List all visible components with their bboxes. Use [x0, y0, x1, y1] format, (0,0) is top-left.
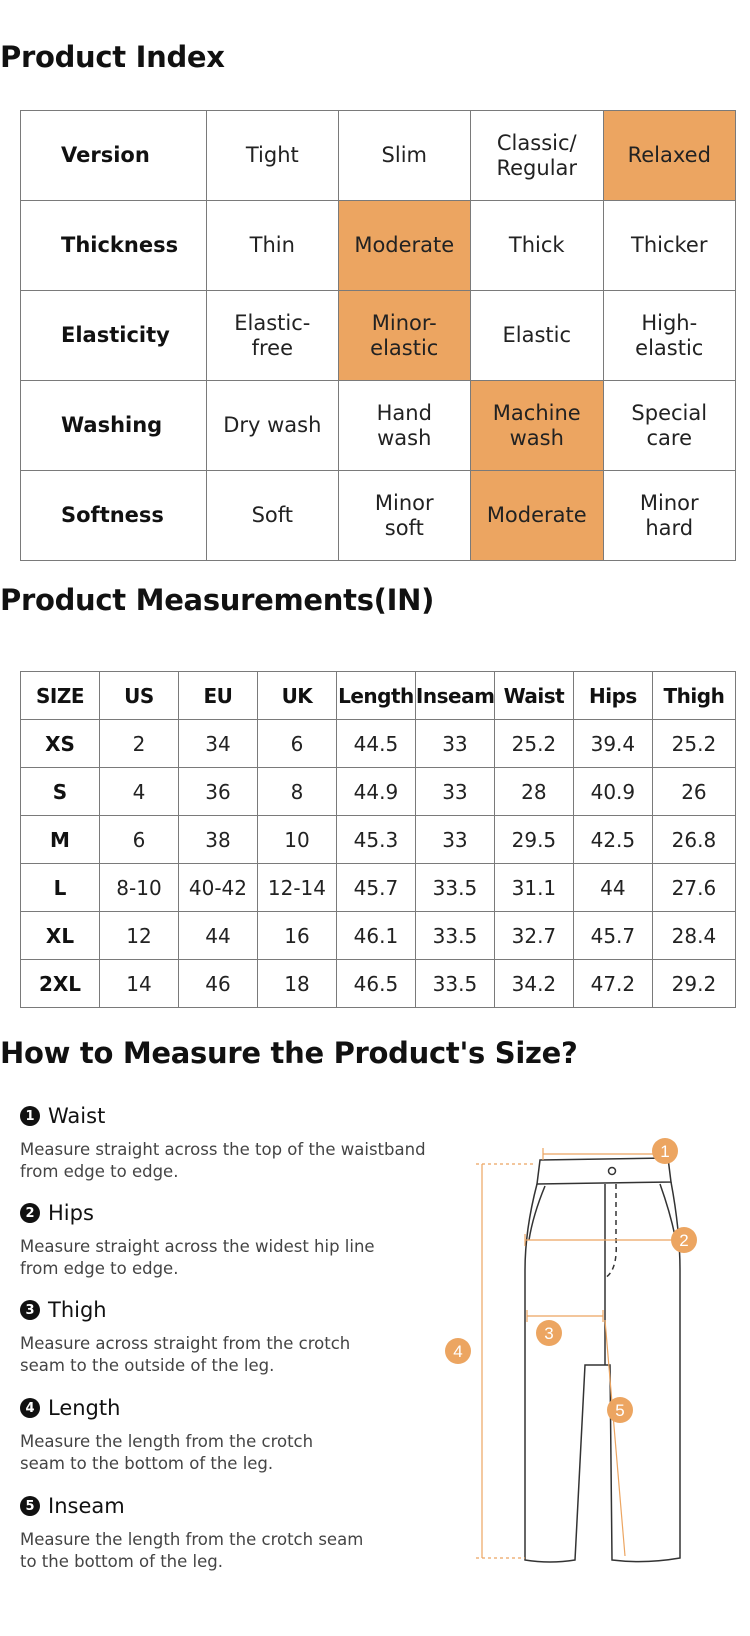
size-label-cell: XL — [21, 912, 100, 960]
table-row — [21, 720, 736, 768]
size-table-header-row — [21, 672, 736, 720]
step-description: Measure the length from the crotch seam to the bottom of the leg. — [20, 1432, 314, 1473]
size-value-cell: 33 — [415, 720, 494, 768]
waistband-shape — [537, 1158, 671, 1184]
step-name: Length — [48, 1396, 121, 1420]
size-value-cell: 14 — [99, 960, 178, 1008]
size-chart-table — [20, 671, 736, 1008]
step-number-badge: 2 — [20, 1203, 40, 1223]
index-row-washing — [21, 381, 736, 471]
size-label-cell: 2XL — [21, 960, 100, 1008]
step-waist — [20, 1103, 450, 1183]
marker-4-label: 4 — [453, 1342, 463, 1361]
size-value-cell: 36 — [178, 768, 257, 816]
step-number-badge: 5 — [20, 1496, 40, 1516]
pants-outline — [525, 1158, 680, 1562]
index-option: Hand wash — [338, 381, 470, 471]
step-description: Measure across straight from the crotch seam to the outside of the leg. — [20, 1334, 351, 1375]
step-number-badge: 3 — [20, 1300, 40, 1320]
step-number-badge: 1 — [20, 1106, 40, 1126]
size-value-cell: 26 — [652, 768, 735, 816]
product-index-title: Product Index — [0, 40, 225, 74]
size-value-cell: 40-42 — [178, 864, 257, 912]
size-value-cell: 31.1 — [494, 864, 573, 912]
step-name: Waist — [48, 1104, 106, 1128]
size-value-cell: 34 — [178, 720, 257, 768]
marker-1-label: 1 — [660, 1142, 670, 1161]
index-option: Classic/ Regular — [471, 111, 603, 201]
step-name: Inseam — [48, 1494, 125, 1518]
index-option-selected: Minor- elastic — [338, 291, 470, 381]
size-value-cell: 25.2 — [494, 720, 573, 768]
fly-stitching — [605, 1184, 616, 1278]
index-option-selected: Relaxed — [603, 111, 736, 201]
size-value-cell: 16 — [257, 912, 336, 960]
index-option: Minor soft — [338, 471, 470, 561]
index-option: Thin — [207, 201, 338, 291]
size-value-cell: 25.2 — [652, 720, 735, 768]
step-name: Hips — [48, 1201, 94, 1225]
size-value-cell: 34.2 — [494, 960, 573, 1008]
marker-3-label: 3 — [544, 1324, 554, 1343]
size-label-cell: L — [21, 864, 100, 912]
size-value-cell: 44.5 — [336, 720, 415, 768]
measurement-markers — [445, 1138, 697, 1423]
size-value-cell: 28 — [494, 768, 573, 816]
size-value-cell: 29.2 — [652, 960, 735, 1008]
step-description: Measure straight across the widest hip line from edge to edge. — [20, 1237, 375, 1278]
size-value-cell: 44.9 — [336, 768, 415, 816]
size-value-cell: 8 — [257, 768, 336, 816]
index-option-selected: Machine wash — [471, 381, 603, 471]
size-value-cell: 40.9 — [573, 768, 652, 816]
size-label-cell: S — [21, 768, 100, 816]
button-shape — [609, 1168, 616, 1175]
index-option: Soft — [207, 471, 338, 561]
index-option: Minor hard — [603, 471, 736, 561]
table-row — [21, 912, 736, 960]
index-option: Elastic — [471, 291, 603, 381]
size-value-cell: 33.5 — [415, 864, 494, 912]
size-value-cell: 8-10 — [99, 864, 178, 912]
size-table-header: Thigh — [652, 672, 735, 720]
size-value-cell: 44 — [573, 864, 652, 912]
step-description: Measure the length from the crotch seam to the bottom of the leg. — [20, 1530, 364, 1571]
index-option-selected: Moderate — [338, 201, 470, 291]
size-table-header: Hips — [573, 672, 652, 720]
index-row-label: Version — [21, 111, 207, 201]
index-row-softness — [21, 471, 736, 561]
size-value-cell: 33.5 — [415, 912, 494, 960]
step-inseam — [20, 1493, 450, 1573]
size-value-cell: 12-14 — [257, 864, 336, 912]
index-option: Tight — [207, 111, 338, 201]
size-table-header: EU — [178, 672, 257, 720]
table-row — [21, 768, 736, 816]
index-option: Dry wash — [207, 381, 338, 471]
measurement-lines — [476, 1148, 679, 1558]
size-value-cell: 47.2 — [573, 960, 652, 1008]
size-value-cell: 28.4 — [652, 912, 735, 960]
index-option: High- elastic — [603, 291, 736, 381]
inseam-line — [605, 1320, 625, 1556]
left-pocket-line — [529, 1186, 545, 1240]
size-value-cell: 2 — [99, 720, 178, 768]
size-value-cell: 18 — [257, 960, 336, 1008]
product-index-table — [20, 110, 736, 561]
size-value-cell: 33 — [415, 768, 494, 816]
marker-5-label: 5 — [615, 1401, 625, 1420]
size-value-cell: 6 — [99, 816, 178, 864]
index-row-label: Washing — [21, 381, 207, 471]
size-value-cell: 46.5 — [336, 960, 415, 1008]
marker-2-label: 2 — [679, 1231, 689, 1250]
size-value-cell: 4 — [99, 768, 178, 816]
index-option: Special care — [603, 381, 736, 471]
size-value-cell: 33.5 — [415, 960, 494, 1008]
size-table-header: US — [99, 672, 178, 720]
size-value-cell: 45.7 — [573, 912, 652, 960]
index-option: Slim — [338, 111, 470, 201]
size-value-cell: 45.3 — [336, 816, 415, 864]
size-value-cell: 12 — [99, 912, 178, 960]
size-table-header: Length — [336, 672, 415, 720]
index-row-label: Elasticity — [21, 291, 207, 381]
index-row-thickness — [21, 201, 736, 291]
index-row-label: Softness — [21, 471, 207, 561]
index-option: Thick — [471, 201, 603, 291]
step-length — [20, 1395, 450, 1475]
index-row-label: Thickness — [21, 201, 207, 291]
size-value-cell: 32.7 — [494, 912, 573, 960]
step-name: Thigh — [48, 1298, 107, 1322]
size-value-cell: 33 — [415, 816, 494, 864]
table-row — [21, 864, 736, 912]
size-value-cell: 44 — [178, 912, 257, 960]
size-value-cell: 6 — [257, 720, 336, 768]
size-value-cell: 39.4 — [573, 720, 652, 768]
index-option-selected: Moderate — [471, 471, 603, 561]
size-value-cell: 10 — [257, 816, 336, 864]
size-table-header: Waist — [494, 672, 573, 720]
product-measurements-title: Product Measurements(IN) — [0, 583, 435, 617]
step-hips — [20, 1200, 450, 1280]
size-value-cell: 29.5 — [494, 816, 573, 864]
step-thigh — [20, 1297, 450, 1377]
size-label-cell: M — [21, 816, 100, 864]
step-number-badge: 4 — [20, 1398, 40, 1418]
step-description: Measure straight across the top of the waistband from edge to edge. — [20, 1140, 426, 1181]
index-option: Elastic- free — [207, 291, 338, 381]
pants-measurement-diagram — [455, 1140, 725, 1580]
size-table-header: UK — [257, 672, 336, 720]
size-value-cell: 45.7 — [336, 864, 415, 912]
size-label-cell: XS — [21, 720, 100, 768]
size-table-header: Inseam — [415, 672, 494, 720]
index-row-elasticity — [21, 291, 736, 381]
size-value-cell: 38 — [178, 816, 257, 864]
index-row-version — [21, 111, 736, 201]
pants-body-shape — [525, 1182, 680, 1562]
table-row — [21, 816, 736, 864]
size-value-cell: 42.5 — [573, 816, 652, 864]
size-value-cell: 46 — [178, 960, 257, 1008]
how-to-measure-title: How to Measure the Product's Size? — [0, 1036, 578, 1070]
index-option: Thicker — [603, 201, 736, 291]
table-row — [21, 960, 736, 1008]
size-value-cell: 46.1 — [336, 912, 415, 960]
size-table-header: SIZE — [21, 672, 100, 720]
size-value-cell: 26.8 — [652, 816, 735, 864]
size-value-cell: 27.6 — [652, 864, 735, 912]
